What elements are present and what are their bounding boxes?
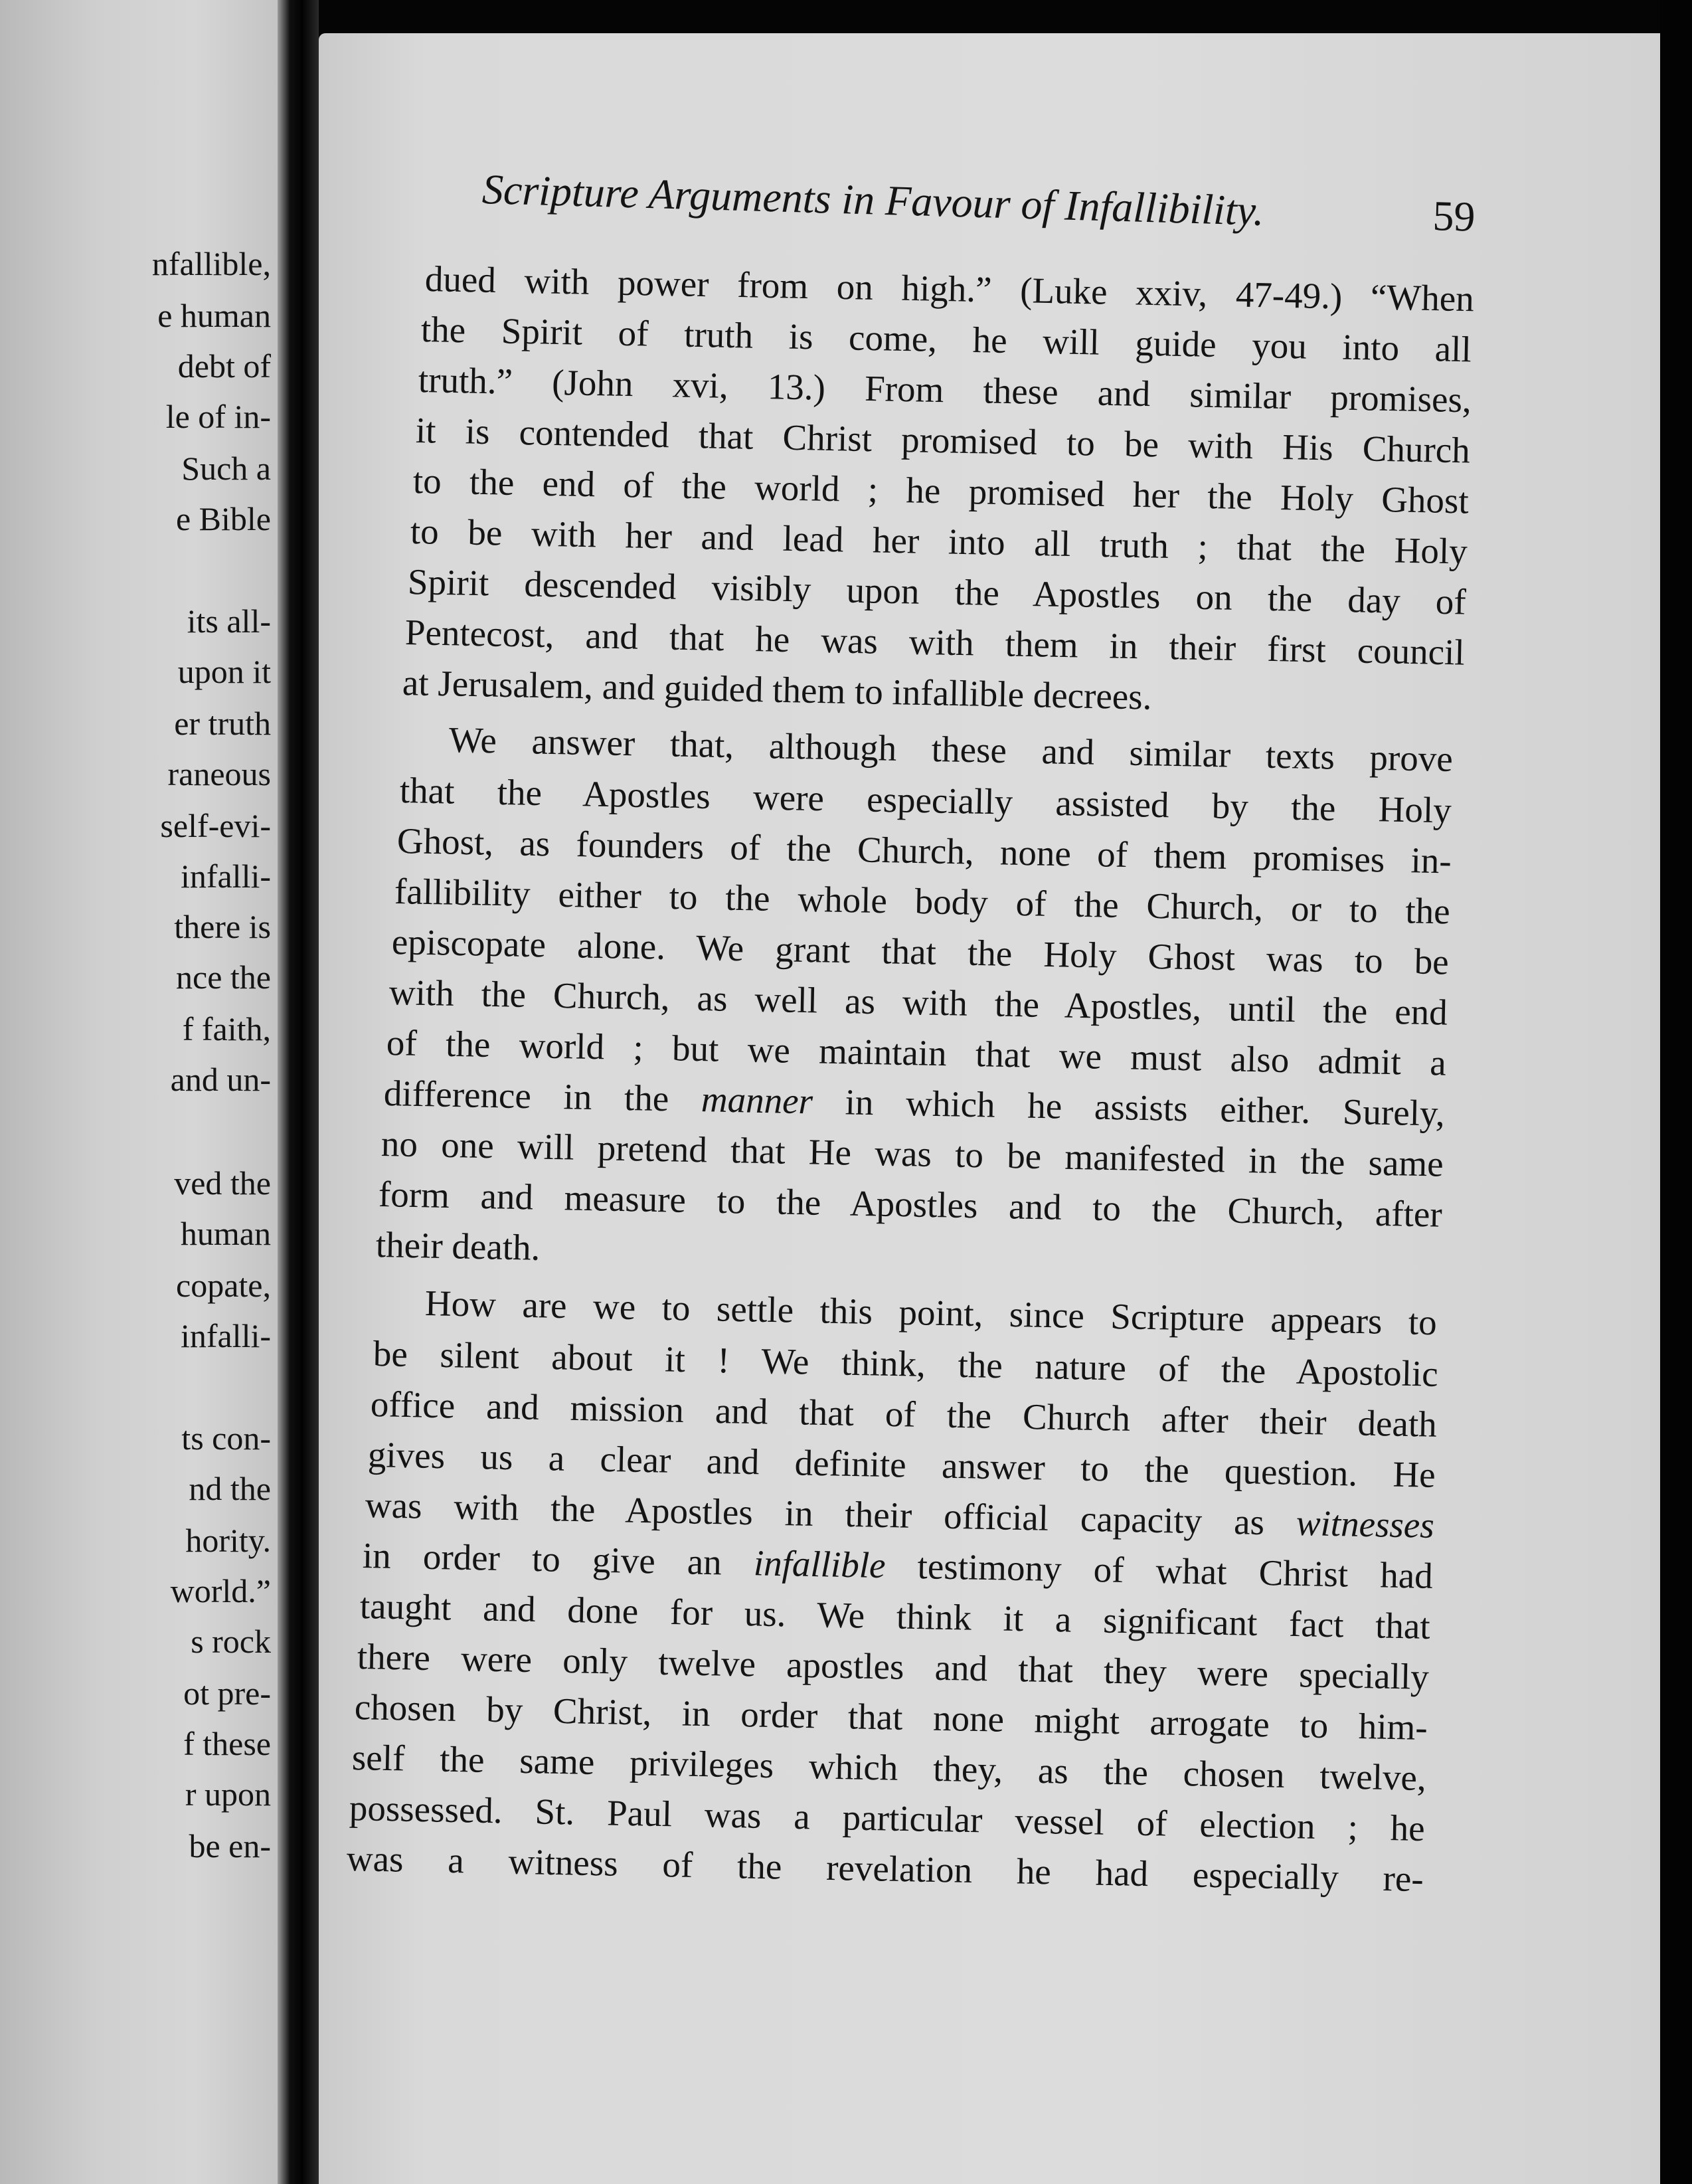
previous-page-line: copate, — [176, 1267, 271, 1304]
text-line: with the Church, as well as with the Apostles, until the end — [388, 972, 1448, 1033]
italic-emphasis: manner — [701, 1079, 813, 1122]
text-line: episcopate alone. We grant that the Holy Ghost was to be — [391, 921, 1450, 982]
text-run: difference in the — [383, 1073, 702, 1120]
previous-page-line: ot pre- — [183, 1675, 271, 1712]
text-line: self the same privileges which they, as the chosen twelve, — [351, 1737, 1427, 1799]
previous-page-line: world.” — [170, 1572, 271, 1609]
previous-page-line: debt of — [177, 347, 271, 385]
text-line: How are we to settle this point, since Scripture appears to — [424, 1283, 1438, 1343]
previous-page-line: nce the — [176, 958, 271, 996]
previous-page-line: r upon — [185, 1775, 271, 1813]
text-line: the Spirit of truth is come, he will guide you into all — [420, 309, 1472, 370]
text-run: in which he assists either. Surely, — [812, 1081, 1446, 1134]
previous-page-fragment — [0, 0, 278, 2184]
text-line: was a witness of the revelation he had especially re- — [346, 1838, 1424, 1900]
text-line: truth.” (John xvi, 13.) From these and similar promises, — [418, 359, 1472, 420]
previous-page-line: er truth — [174, 705, 271, 742]
previous-page-line: f these — [183, 1725, 271, 1762]
previous-page-line: e Bible — [175, 500, 271, 537]
text-line: their death. — [375, 1224, 541, 1268]
text-line: to be with her and lead her into all truth ; that the Holy — [410, 511, 1468, 572]
previous-page-line: infalli- — [180, 1317, 271, 1354]
previous-page-line: nfallible, — [151, 245, 271, 282]
text-line: We answer that, although these and similar texts prove — [448, 719, 1454, 780]
page-edge-shadow — [1660, 0, 1692, 2184]
previous-page-line: upon it — [177, 653, 271, 690]
running-title: Scripture Arguments in Favour of Infallibility. — [481, 165, 1265, 234]
text-line: Pentecost, and that he was with them in their first council — [404, 612, 1466, 673]
text-line: to the end of the world ; he promised her the Holy Ghost — [412, 460, 1470, 521]
page-number: 59 — [1432, 191, 1476, 240]
previous-page-line: f faith, — [182, 1010, 271, 1047]
text-line: fallibility either to the whole body of the Church, or to the — [394, 871, 1451, 932]
text-line: that the Apostles were especially assisted by the Holy — [399, 770, 1452, 831]
book-gutter — [278, 0, 319, 2184]
previous-page-line: human — [180, 1215, 271, 1252]
text-line: of the world ; but we maintain that we must also admit a — [386, 1022, 1447, 1083]
previous-page-text — [0, 0, 278, 2184]
previous-page-line: its all- — [187, 602, 271, 640]
text-run: testimony of what Christ had — [885, 1545, 1434, 1596]
previous-page-line: Such a — [181, 450, 271, 487]
text-line: Spirit descended visibly upon the Apostles on the day of — [407, 561, 1467, 622]
previous-page-line: there is — [174, 908, 271, 945]
previous-page-line: infalli- — [180, 858, 271, 895]
previous-page-line: s rock — [191, 1623, 271, 1660]
text-line: it is contended that Christ promised to be with His Church — [415, 410, 1471, 471]
previous-page-line: ved the — [174, 1164, 271, 1202]
previous-page-line: be en- — [189, 1827, 271, 1865]
text-line: dued with power from on high.” (Luke xxiv, 47-49.) “When — [424, 258, 1475, 319]
text-line: gives us a clear and definite answer to the question. He — [367, 1434, 1436, 1495]
previous-page-line: e human — [157, 297, 271, 334]
text-line: no one will pretend that He was to be manifested in the same — [381, 1123, 1444, 1184]
text-line: taught and done for us. We think it a significant fact that — [359, 1586, 1431, 1647]
text-line: Ghost, as founders of the Church, none of them promises in- — [396, 820, 1452, 881]
text-line: at Jerusalem, and guided them to infallible decrees. — [402, 662, 1153, 717]
text-line: chosen by Christ, in order that none might arrogate to him- — [354, 1686, 1428, 1748]
text-run: was with the Apostles in their official capacity as — [365, 1485, 1297, 1543]
previous-page-line: hority. — [185, 1522, 271, 1559]
italic-emphasis: infallible — [753, 1542, 887, 1586]
text-line: possessed. St. Paul was a particular vessel of election ; he — [349, 1787, 1426, 1849]
previous-page-line: raneous — [167, 755, 271, 792]
previous-page-line: self-evi- — [160, 807, 271, 844]
text-run: in order to give an — [362, 1535, 754, 1584]
italic-emphasis: witnesses — [1296, 1502, 1435, 1546]
previous-page-line: ts con- — [181, 1419, 271, 1457]
previous-page-line: nd the — [189, 1470, 271, 1507]
text-line: there were only twelve apostles and that they were specially — [357, 1636, 1430, 1697]
text-line: form and measure to the Apostles and to the Church, after — [378, 1174, 1443, 1235]
text-line: office and mission and that of the Church after their death — [370, 1384, 1438, 1445]
previous-page-line: and un- — [170, 1061, 271, 1098]
text-line: be silent about it ! We think, the nature of the Apostolic — [373, 1333, 1439, 1394]
previous-page-line: le of in- — [165, 398, 271, 435]
